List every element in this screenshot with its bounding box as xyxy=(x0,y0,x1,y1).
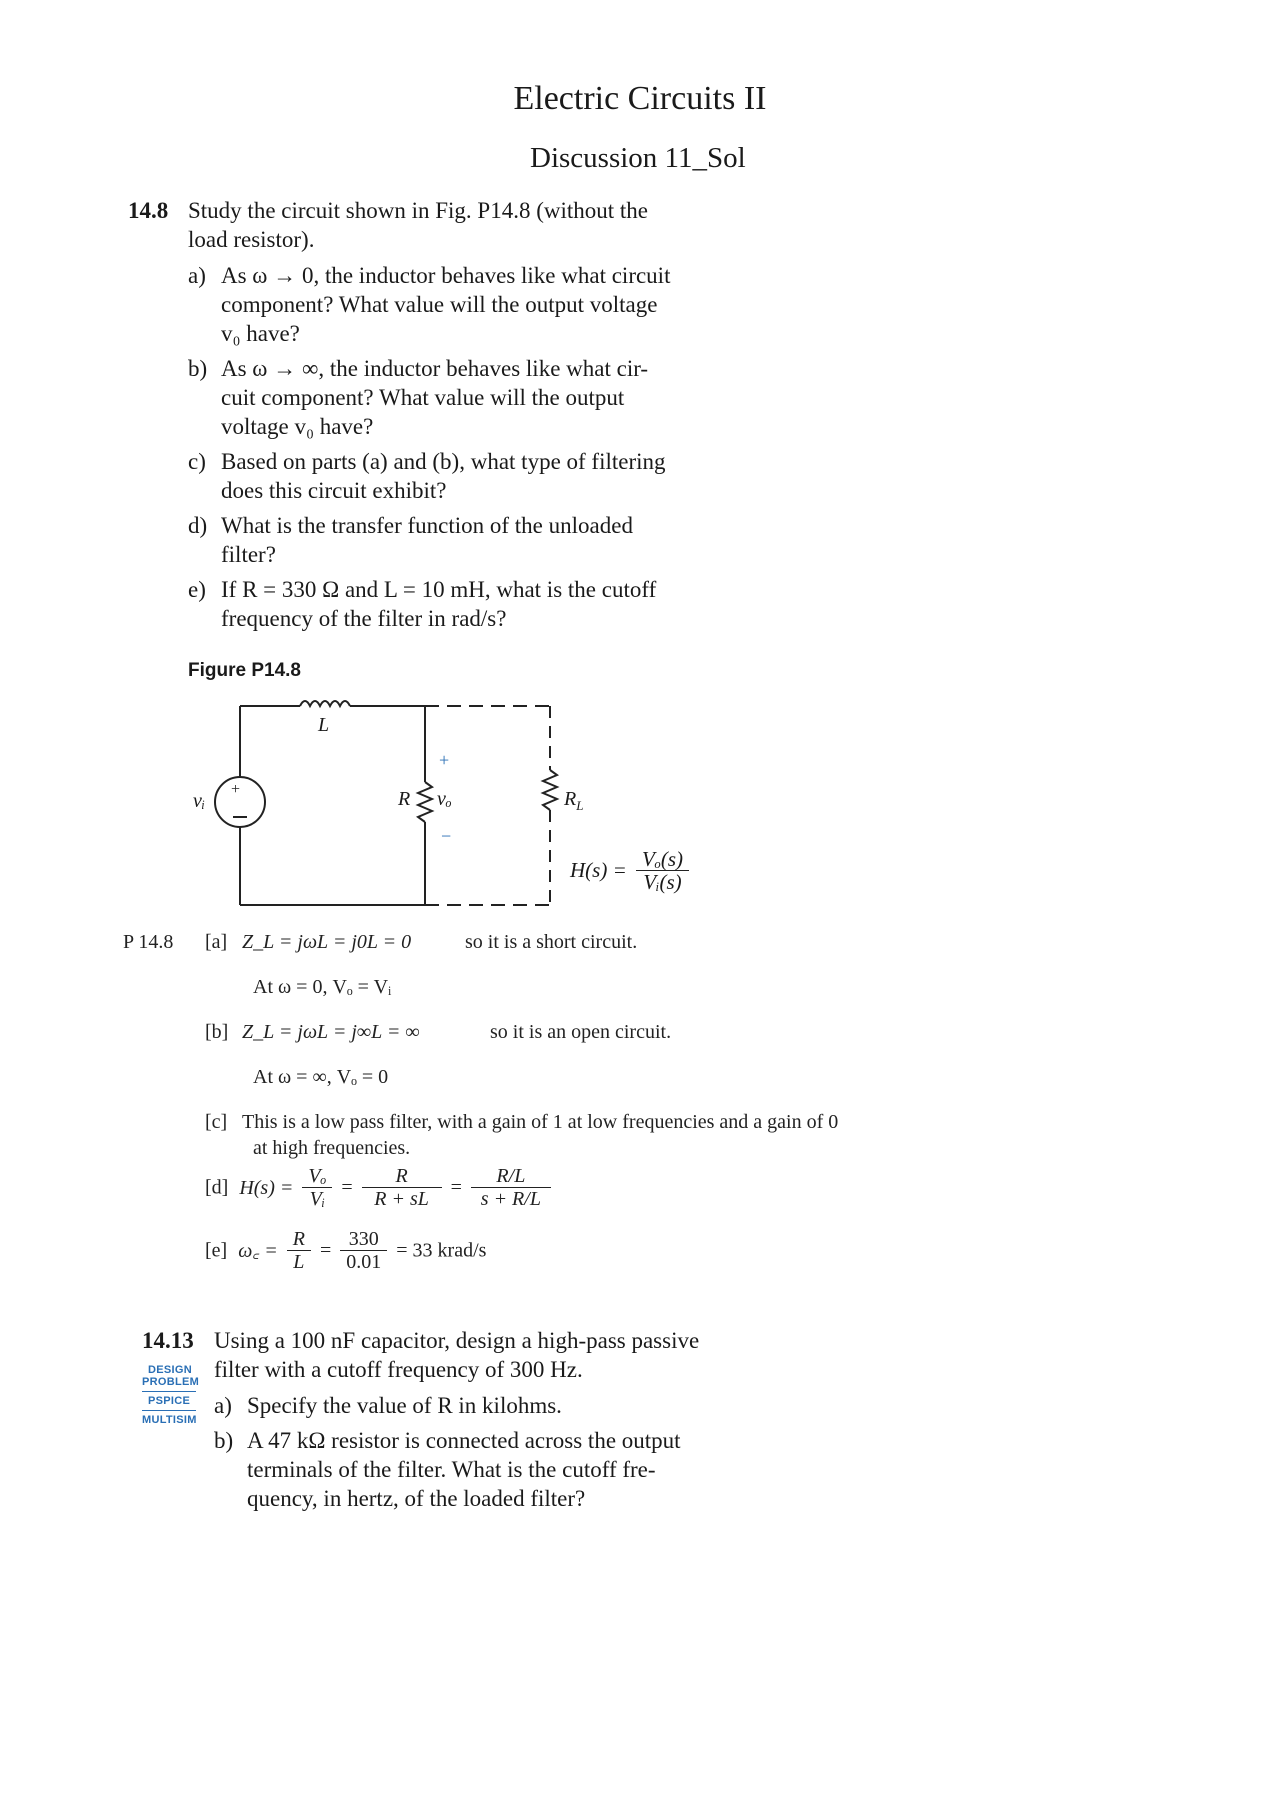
part-d-line1: What is the transfer function of the unloaded xyxy=(221,513,633,538)
problem-14-13-part-a-line1: Specify the value of R in kilohms. xyxy=(247,1393,562,1418)
solution-a-result: At ω = 0, Vₒ = Vᵢ xyxy=(253,976,392,998)
problem-intro-line2: load resistor). xyxy=(188,227,315,252)
solution-a-expression: Z_L = jωL = j0L = 0 xyxy=(242,931,412,953)
source-plus: + xyxy=(231,781,241,798)
solution-d-fraction-1: $\frac{\text{Vₒ}}{\text{Vᵢ}}$ xyxy=(302,1165,332,1210)
part-b-label: b) xyxy=(188,356,208,381)
problem-14-13-part-b-line2: terminals of the filter. What is the cutoff fre- xyxy=(247,1457,656,1482)
resistor-r-symbol xyxy=(418,782,432,822)
badge-pspice: PSPICE xyxy=(148,1395,191,1407)
solution-d-fraction-2: $\frac{R}{R + sL}$ xyxy=(362,1165,442,1210)
badge-design: DESIGN xyxy=(148,1364,192,1376)
part-b-line1: As ω → ∞, the inductor behaves like what cir- xyxy=(221,356,649,381)
voltage-source xyxy=(215,777,265,827)
output-minus: − xyxy=(441,826,452,846)
resistor-rl-symbol xyxy=(543,770,557,810)
solution-b-result: At ω = ∞, Vₒ = 0 xyxy=(253,1066,389,1088)
problem-number: 14.8 xyxy=(128,198,169,223)
inductor-symbol xyxy=(300,701,350,706)
transfer-function-fraction: $\frac{\text{Vₒ(s)}}{\text{Vᵢ(s)}}$ xyxy=(636,848,689,893)
solution-e-fraction-2: $\frac{330}{0.01}$ xyxy=(340,1228,387,1273)
part-c-line1: Based on parts (a) and (b), what type of filtering xyxy=(221,449,666,474)
part-e-line2: frequency of the filter in rad/s? xyxy=(221,606,507,631)
problem-badges xyxy=(142,1364,199,1426)
badge-divider xyxy=(142,1410,196,1411)
part-c-label: c) xyxy=(188,449,206,474)
solution-b-expression: Z_L = jωL = j∞L = ∞ xyxy=(242,1021,420,1043)
figure-label: Figure P14.8 xyxy=(188,660,301,681)
page-subtitle: Discussion 11_Sol xyxy=(530,142,746,174)
badge-multisim: MULTISIM xyxy=(142,1414,197,1426)
part-a-label: a) xyxy=(188,263,206,288)
solution-d-equation: [d] H(s) = $\frac{\text{Vₒ}}{\text{Vᵢ}}$ = $\frac{R}{R + sL}$ = $\frac{R/L}{s + R/L}$ xyxy=(205,1165,555,1210)
solution-c-line1: This is a low pass filter, with a gain of 1 at low frequencies and a gain of 0 xyxy=(242,1111,839,1133)
problem-14-13-part-a-label: a) xyxy=(214,1393,232,1418)
part-c-line2: does this circuit exhibit? xyxy=(221,478,447,503)
problem-14-13-line1: Using a 100 nF capacitor, design a high-pass passive xyxy=(214,1328,700,1353)
part-e-label: e) xyxy=(188,577,206,602)
solution-d-fraction-3: $\frac{R/L}{s + R/L}$ xyxy=(471,1165,551,1210)
output-plus: + xyxy=(439,750,450,770)
part-b-line2: cuit component? What value will the output xyxy=(221,385,625,410)
part-d-label: d) xyxy=(188,513,208,538)
part-e-line1: If R = 330 Ω and L = 10 mH, what is the cutoff xyxy=(221,577,657,602)
transfer-function-definition: H(s) = $\frac{\text{Vₒ(s)}}{\text{Vᵢ(s)}}$ xyxy=(570,848,693,893)
solution-e-equation: [e] ω꜀ = $\frac{R}{L}$ = $\frac{330}{0.01}$ = 33 krad/s xyxy=(205,1228,487,1273)
solution-tag: P 14.8 xyxy=(123,931,174,953)
inductor-label: L xyxy=(318,714,330,736)
problem-14-13-part-b-line3: quency, in hertz, of the loaded filter? xyxy=(247,1486,586,1511)
problem-number-14-13: 14.13 xyxy=(142,1328,194,1353)
load-resistor-label: $R_L$ xyxy=(564,788,584,813)
part-a-line1: As ω → 0, the inductor behaves like what circuit xyxy=(221,263,671,288)
solution-b-note: so it is an open circuit. xyxy=(490,1021,672,1043)
source-label: vᵢ xyxy=(193,790,206,812)
solution-c-line2: at high frequencies. xyxy=(253,1137,411,1159)
solution-a-label: [a] xyxy=(205,931,228,953)
problem-14-13-line2: filter with a cutoff frequency of 300 Hz. xyxy=(214,1357,583,1382)
solution-b-label: [b] xyxy=(205,1021,229,1043)
output-voltage-label: vₒ xyxy=(437,788,452,810)
page-title: Electric Circuits II xyxy=(513,80,767,117)
resistor-label: R xyxy=(398,788,411,810)
part-a-line3: v₀ have? xyxy=(221,321,300,346)
badge-problem: PROBLEM xyxy=(142,1376,200,1388)
part-a-line2: component? What value will the output voltage xyxy=(221,292,658,317)
badge-divider xyxy=(142,1391,196,1392)
problem-14-13-part-b-label: b) xyxy=(214,1428,234,1453)
solution-c-label: [c] xyxy=(205,1111,228,1133)
part-d-line2: filter? xyxy=(221,542,276,567)
solution-a-note: so it is a short circuit. xyxy=(465,931,638,953)
solution-e-fraction-1: $\frac{R}{L}$ xyxy=(287,1228,311,1273)
problem-14-13-part-b-line1: A 47 kΩ resistor is connected across the output xyxy=(247,1428,681,1453)
part-b-line3: voltage v₀ have? xyxy=(221,414,374,439)
problem-intro-line1: Study the circuit shown in Fig. P14.8 (without the xyxy=(188,198,648,223)
